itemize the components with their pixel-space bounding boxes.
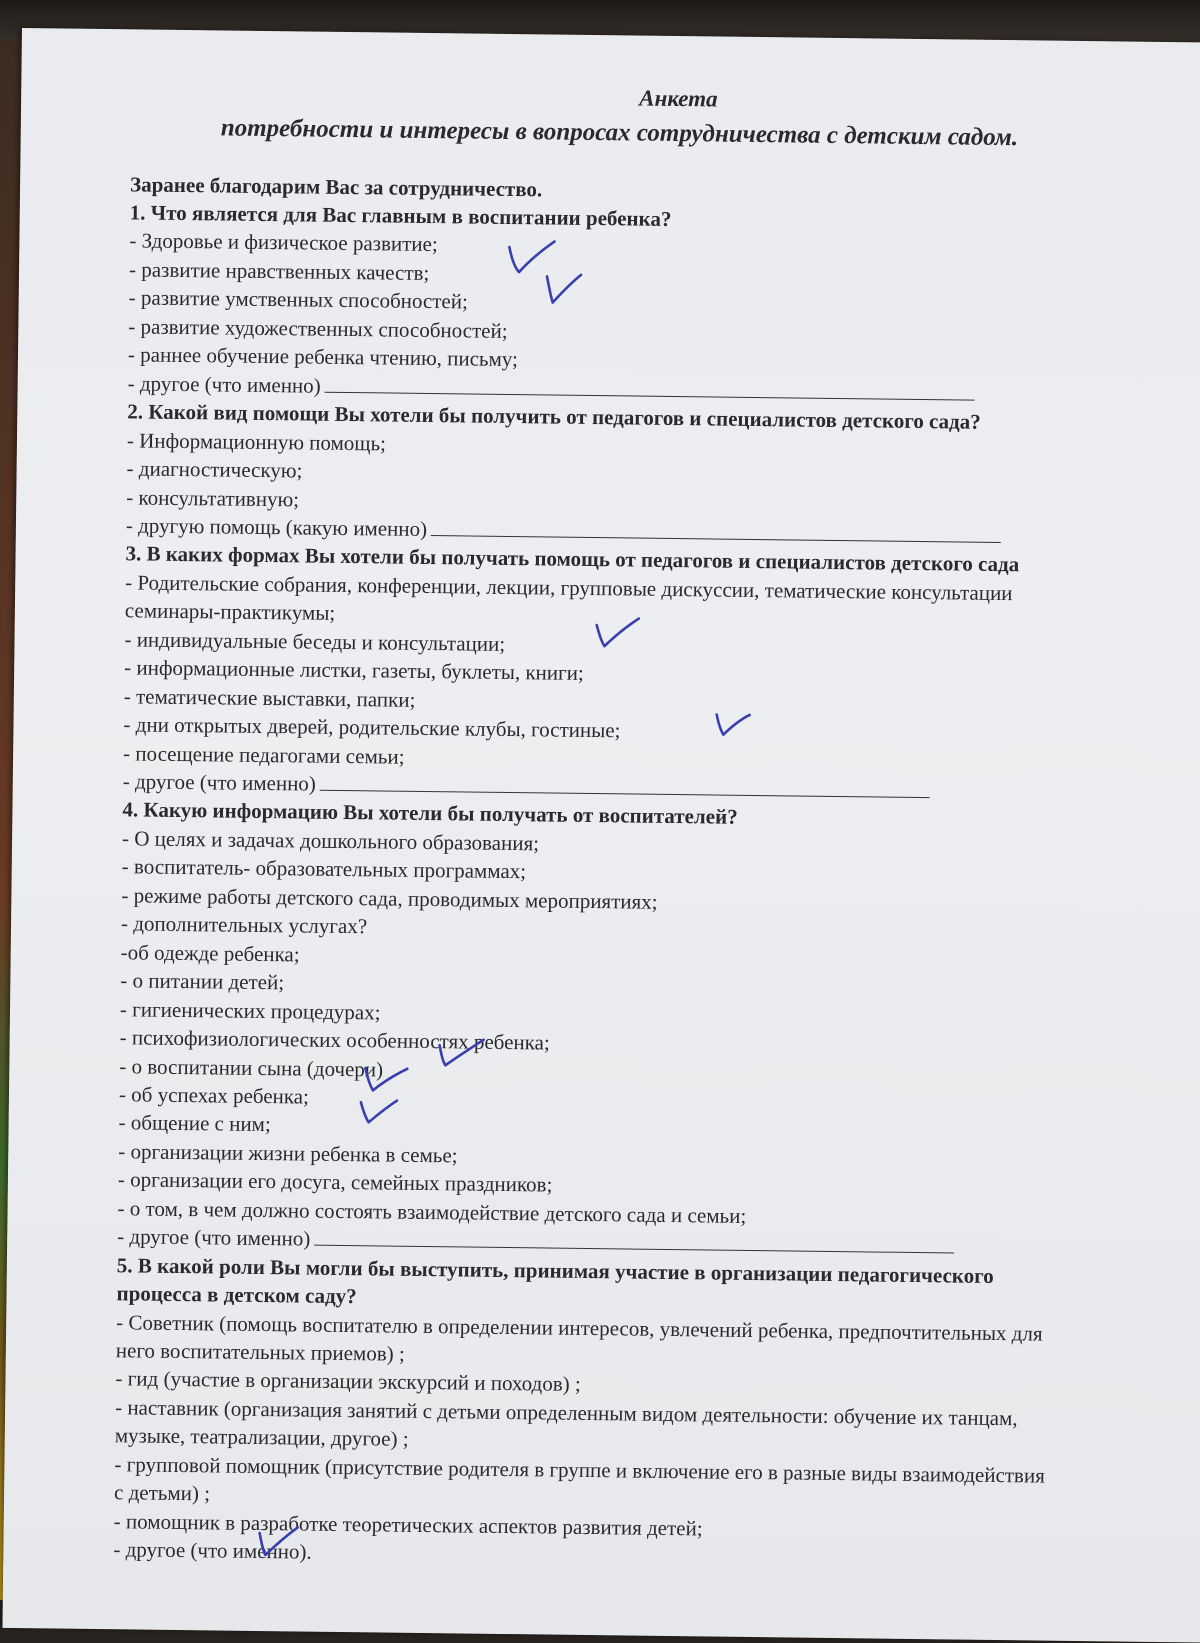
line-text: - дополнительных услугах? [120, 911, 368, 939]
answer-option [123, 740, 405, 769]
line-text: - диагностическую; [126, 456, 303, 483]
answer-option [124, 654, 584, 686]
answer-option [121, 911, 367, 940]
answer-option [129, 285, 468, 315]
answer-option [114, 1508, 703, 1541]
answer-blank-line[interactable] [314, 1227, 954, 1254]
line-text: - информационные листки, газеты, буклеты, книги; [124, 655, 584, 686]
line-text: - консультативную; [126, 484, 300, 511]
answer-option [120, 1024, 550, 1055]
line-text: - тематические выставки, папки; [123, 683, 416, 712]
answer-option [124, 683, 416, 713]
line-text: - дни открытых дверей, родительские клубы, гостиные; [123, 712, 621, 743]
questionnaire-sheet [2, 28, 1200, 1643]
question-heading [130, 199, 672, 232]
answer-option [124, 626, 505, 657]
line-text: - другое (что именно) [127, 371, 321, 398]
line-text: процесса в детском саду? [116, 1281, 357, 1309]
line-text: семинары-практикумы; [124, 598, 336, 626]
line-text: - индивидуальные беседы и консультации; [124, 627, 506, 656]
answer-option [122, 854, 527, 885]
answer-option [121, 882, 657, 915]
line-text: 4. Какую информацию Вы хотели бы получать от воспитателей? [122, 797, 738, 830]
line-text: - посещение педагогами семьи; [123, 740, 405, 769]
checkmark-icon [361, 1100, 397, 1122]
line-text: - о воспитании сына (дочери) [119, 1053, 384, 1081]
answer-option [128, 313, 508, 344]
answer-option [114, 1479, 210, 1506]
line-text: - Информационную помощь; [126, 427, 387, 456]
line-text: - развитие умственных способностей; [128, 285, 469, 314]
line-text: - развитие художественных способностей; [128, 314, 508, 343]
line-text: 5. В какой роли Вы могли бы выступить, принимая участие в организации педагогического [116, 1252, 994, 1288]
answer-option [120, 967, 284, 995]
line-text: - Родительские собрания, конференции, лекции, групповые дискуссии, тематические консультации [125, 570, 1013, 605]
answer-option [122, 825, 539, 856]
answer-blank-line[interactable] [431, 517, 1001, 543]
answer-option [127, 427, 386, 456]
line-text: - организации жизни ребенка в семье; [118, 1139, 458, 1168]
answer-option [115, 1423, 409, 1453]
answer-blank-line[interactable] [320, 772, 930, 798]
line-text: с детьми) ; [113, 1480, 211, 1506]
answer-option [126, 484, 299, 512]
line-text: 3. В каких формах Вы хотели бы получать помощь от педагогов и специалистов детского сада [125, 541, 1020, 577]
line-text: музыке, театрализации, другое) ; [114, 1423, 409, 1452]
answer-option [119, 1053, 383, 1082]
answer-option [118, 1138, 458, 1168]
line-text: - организации его досуга, семейных праздников; [117, 1167, 553, 1197]
answer-option [126, 455, 302, 483]
answer-option [129, 228, 438, 258]
checkmark-icon [716, 715, 749, 735]
answer-option [114, 1451, 1045, 1488]
checkmark-icon [596, 618, 638, 647]
line-text: - гигиенических процедурах; [119, 996, 381, 1025]
answer-option [118, 1110, 270, 1138]
answer-option [115, 1366, 581, 1398]
line-text: - Советник (помощь воспитателю в определении интересов, увлечений ребенка, предпочтительных для [116, 1309, 1043, 1346]
line-text: - помощник в разработке теоретических аспектов развития детей; [113, 1508, 703, 1541]
document-subtitle: потребности и интересы в вопросах сотрудничества с детским садом. [220, 114, 1019, 152]
line-text: -об одежде ребенка; [120, 939, 300, 967]
line-text: - другое (что именно). [113, 1537, 312, 1564]
line-text: - развитие нравственных качеств; [128, 257, 430, 285]
line-text: 1. Что является для Вас главным в воспитании ребенка? [129, 200, 672, 231]
line-text: - раннее обучение ребенка чтению, письму; [127, 342, 519, 372]
question-heading [122, 797, 738, 831]
line-text: - другое (что именно) [122, 769, 317, 796]
line-text: - о том, в чем должно состоять взаимодействие детского сада и семьи; [117, 1196, 747, 1228]
answer-option [113, 1536, 312, 1564]
answer-option [128, 342, 518, 373]
answer-option [116, 1337, 405, 1367]
line-text: - гид (участие в организации экскурсий и походов) ; [115, 1366, 581, 1397]
answer-option [118, 1167, 553, 1198]
document-title: Анкета [639, 85, 718, 112]
line-text: - групповой помощник (присутствие родителя в группе и включение его в разные виды взаимодействия [114, 1452, 1045, 1488]
line-text: - О целях и задачах дошкольного образования; [121, 826, 540, 856]
answer-blank-line[interactable] [325, 373, 975, 400]
answer-option [129, 256, 430, 286]
answer-option [120, 996, 381, 1025]
line-text: - общение с ним; [118, 1110, 271, 1137]
line-text: - Здоровье и физическое развитие; [129, 228, 438, 257]
line-text: - о питании детей; [120, 968, 285, 995]
line-text: - об успехах ребенка; [118, 1082, 310, 1109]
answer-option [125, 598, 336, 627]
checkmark-icon [509, 241, 554, 273]
question-heading [116, 1280, 357, 1309]
answer-option [121, 939, 300, 967]
intro-text: Заранее благодарим Вас за сотрудничество. [129, 172, 543, 202]
line-text: - наставник (организация занятий с детьми определенным видом деятельности: обучение их танцам, [115, 1395, 1018, 1431]
checkmark-icon [547, 274, 581, 302]
line-text: - режиме работы детского сада, проводимых мероприятиях; [121, 883, 658, 914]
line-text: него воспитательных приемов) ; [115, 1338, 405, 1366]
line-text: - воспитатель- образовательных программах; [121, 854, 527, 884]
line-text: - психофизиологических особенностях ребенка; [119, 1025, 550, 1055]
answer-option [119, 1081, 309, 1109]
line-text: - другое (что именно) [117, 1224, 311, 1251]
line-text: 2. Какой вид помощи Вы хотели бы получить от педагогов и специалистов детского сада? [127, 399, 981, 434]
answer-option [123, 711, 620, 743]
line-text: - другую помощь (какую именно) [125, 513, 428, 541]
